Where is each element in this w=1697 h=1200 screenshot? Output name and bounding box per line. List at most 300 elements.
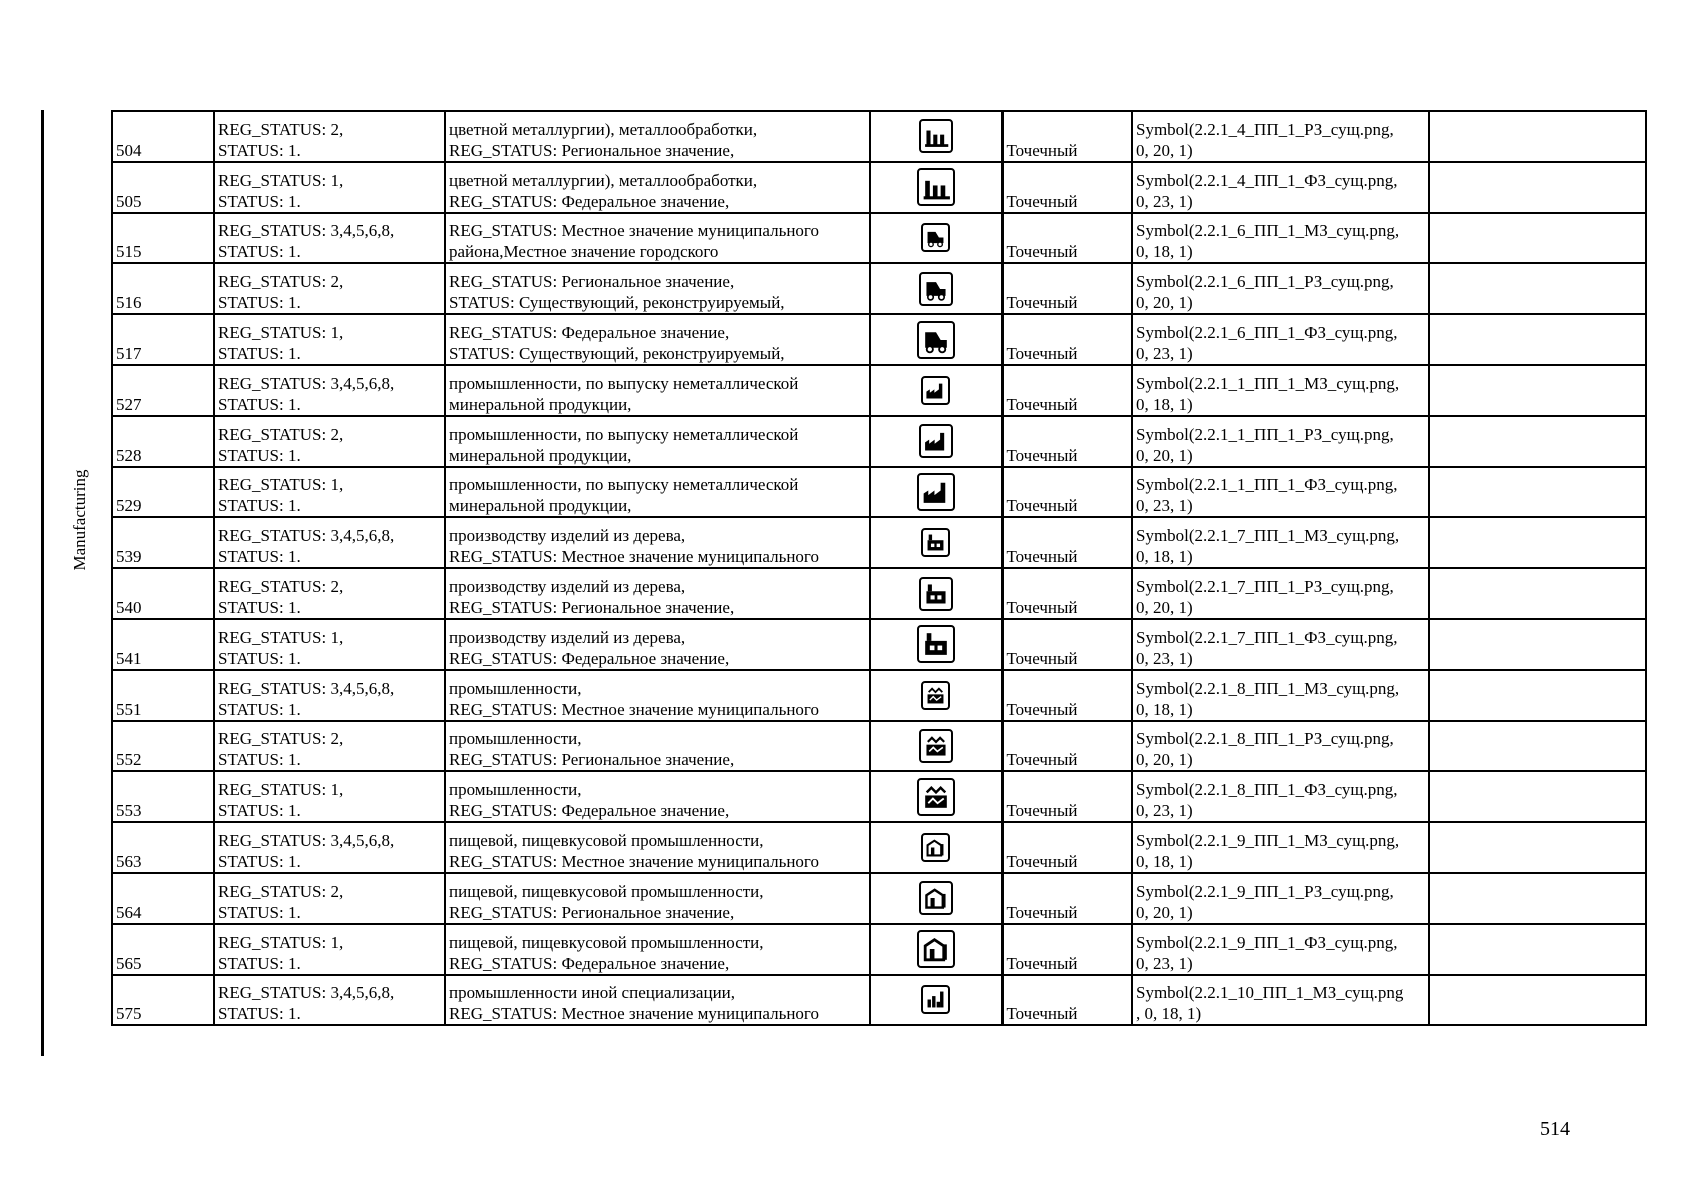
- geometry-type-cell-text: Точечный: [1006, 699, 1078, 719]
- geometry-type-cell: [1002, 619, 1132, 670]
- row-id-cell: [112, 365, 214, 416]
- status-cell: [214, 822, 445, 873]
- table-row: [112, 771, 1646, 822]
- mineral-factory-icon: [919, 424, 953, 458]
- geometry-type-cell: [1002, 314, 1132, 365]
- machinery-icon: [917, 321, 955, 359]
- symbol-expression-cell-line: Symbol(2.2.1_9_ПП_1_ФЗ_сущ.png,: [1136, 932, 1398, 952]
- mineral-factory-icon: [921, 376, 950, 405]
- description-cell: [445, 975, 870, 1026]
- description-cell-line: пищевой, пищевкусовой промышленности,: [449, 881, 764, 901]
- symbol-expression-cell-line: Symbol(2.2.1_6_ПП_1_ФЗ_сущ.png,: [1136, 322, 1398, 342]
- mineral-factory-icon: [917, 473, 955, 511]
- table-row: [112, 721, 1646, 772]
- status-cell-line: STATUS: 1.: [218, 597, 301, 617]
- row-id-cell: [112, 619, 214, 670]
- symbol-expression-cell-line: Symbol(2.2.1_4_ПП_1_ФЗ_сущ.png,: [1136, 170, 1398, 190]
- geometry-type-cell: [1002, 467, 1132, 518]
- geometry-type-cell: [1002, 365, 1132, 416]
- row-id-cell: [112, 263, 214, 314]
- status-cell-line: STATUS: 1.: [218, 699, 301, 719]
- status-cell-line: REG_STATUS: 1,: [218, 475, 344, 495]
- status-cell-line: REG_STATUS: 3,4,5,6,8,: [218, 373, 395, 393]
- status-cell-line: REG_STATUS: 2,: [218, 424, 344, 444]
- symbol-expression-cell-line: Symbol(2.2.1_7_ПП_1_РЗ_сущ.png,: [1136, 576, 1394, 596]
- geometry-type-cell: [1002, 975, 1132, 1026]
- symbol-expression-cell-line: 0, 18, 1): [1136, 851, 1193, 871]
- symbol-preview-cell: [870, 619, 1002, 670]
- geometry-type-cell-text: Точечный: [1006, 293, 1078, 313]
- note-cell: [1429, 924, 1646, 975]
- note-cell: [1429, 213, 1646, 264]
- table-row: [112, 162, 1646, 213]
- note-cell: [1429, 822, 1646, 873]
- status-cell-line: STATUS: 1.: [218, 1004, 301, 1024]
- description-cell-line: REG_STATUS: Местное значение муниципального: [449, 1004, 819, 1024]
- geometry-type-cell-text: Точечный: [1006, 242, 1078, 262]
- table-row: [112, 416, 1646, 467]
- symbol-expression-cell-line: Symbol(2.2.1_8_ПП_1_МЗ_сущ.png,: [1136, 678, 1400, 698]
- status-cell: [214, 416, 445, 467]
- status-cell-line: STATUS: 1.: [218, 293, 301, 313]
- symbol-preview-cell: [870, 975, 1002, 1026]
- description-cell-line: промышленности, по выпуску неметаллической: [449, 475, 799, 495]
- description-cell: [445, 111, 870, 162]
- description-cell: [445, 822, 870, 873]
- symbol-expression-cell-line: 0, 20, 1): [1136, 140, 1193, 160]
- description-cell: [445, 924, 870, 975]
- geometry-type-cell: [1002, 924, 1132, 975]
- description-cell-line: REG_STATUS: Местное значение муниципального: [449, 699, 819, 719]
- table-row: [112, 568, 1646, 619]
- description-cell: [445, 721, 870, 772]
- symbol-expression-cell: [1132, 721, 1429, 772]
- geometry-type-cell: [1002, 416, 1132, 467]
- status-cell-line: REG_STATUS: 2,: [218, 729, 344, 749]
- symbol-expression-cell-line: 0, 23, 1): [1136, 648, 1193, 668]
- symbol-expression-cell: [1132, 924, 1429, 975]
- status-cell-line: STATUS: 1.: [218, 801, 301, 821]
- description-cell-line: промышленности, по выпуску неметаллической: [449, 424, 799, 444]
- food-industry-icon: [919, 881, 953, 915]
- status-cell-line: REG_STATUS: 3,4,5,6,8,: [218, 983, 395, 1003]
- geometry-type-cell-text: Точечный: [1006, 140, 1078, 160]
- description-cell-line: STATUS: Существующий, реконструируемый,: [449, 293, 785, 313]
- description-cell: [445, 162, 870, 213]
- description-cell: [445, 873, 870, 924]
- status-cell: [214, 721, 445, 772]
- geometry-type-cell: [1002, 873, 1132, 924]
- description-cell-line: REG_STATUS: Местное значение муниципального: [449, 851, 819, 871]
- description-cell-line: производству изделий из дерева,: [449, 526, 686, 546]
- geometry-type-cell-text: Точечный: [1006, 496, 1078, 516]
- symbol-expression-cell: [1132, 822, 1429, 873]
- note-cell: [1429, 721, 1646, 772]
- status-cell: [214, 365, 445, 416]
- description-cell: [445, 619, 870, 670]
- metalworking-factory-icon: [919, 119, 953, 153]
- other-industry-icon: [921, 985, 950, 1014]
- symbol-expression-cell-line: 0, 20, 1): [1136, 750, 1193, 770]
- symbol-expression-cell-line: 0, 20, 1): [1136, 293, 1193, 313]
- row-id-cell-text: 551: [116, 699, 142, 719]
- status-cell-line: STATUS: 1.: [218, 648, 301, 668]
- status-cell-line: REG_STATUS: 1,: [218, 627, 344, 647]
- geometry-type-cell: [1002, 263, 1132, 314]
- description-cell-line: производству изделий из дерева,: [449, 576, 686, 596]
- status-cell-line: REG_STATUS: 2,: [218, 272, 344, 292]
- description-cell-line: цветной металлургии), металлообработки,: [449, 170, 758, 190]
- symbol-preview-cell: [870, 517, 1002, 568]
- symbol-preview-cell: [870, 263, 1002, 314]
- symbol-expression-cell-line: 0, 23, 1): [1136, 191, 1193, 211]
- status-cell-line: STATUS: 1.: [218, 547, 301, 567]
- symbol-expression-cell: [1132, 162, 1429, 213]
- margin-rule: [41, 110, 44, 1056]
- note-cell: [1429, 111, 1646, 162]
- row-id-cell-text: 563: [116, 851, 142, 871]
- symbol-expression-cell-line: Symbol(2.2.1_6_ПП_1_РЗ_сущ.png,: [1136, 272, 1394, 292]
- symbol-expression-cell-line: Symbol(2.2.1_1_ПП_1_МЗ_сущ.png,: [1136, 373, 1400, 393]
- description-cell: [445, 771, 870, 822]
- symbol-preview-cell: [870, 213, 1002, 264]
- symbol-expression-cell-line: Symbol(2.2.1_9_ПП_1_РЗ_сущ.png,: [1136, 881, 1394, 901]
- status-cell-line: REG_STATUS: 1,: [218, 322, 344, 342]
- symbol-expression-cell-line: Symbol(2.2.1_8_ПП_1_РЗ_сущ.png,: [1136, 729, 1394, 749]
- row-id-cell-text: 552: [116, 750, 142, 770]
- symbol-expression-cell: [1132, 873, 1429, 924]
- geometry-type-cell: [1002, 111, 1132, 162]
- description-cell-line: промышленности, по выпуску неметаллической: [449, 373, 799, 393]
- status-cell-line: STATUS: 1.: [218, 496, 301, 516]
- description-cell: [445, 568, 870, 619]
- geometry-type-cell-text: Точечный: [1006, 801, 1078, 821]
- symbol-preview-cell: [870, 111, 1002, 162]
- note-cell: [1429, 771, 1646, 822]
- geometry-type-cell-text: Точечный: [1006, 597, 1078, 617]
- status-cell: [214, 924, 445, 975]
- status-cell-line: STATUS: 1.: [218, 343, 301, 363]
- geometry-type-cell-text: Точечный: [1006, 547, 1078, 567]
- geometry-type-cell-text: Точечный: [1006, 343, 1078, 363]
- status-cell: [214, 517, 445, 568]
- symbol-expression-cell-line: Symbol(2.2.1_4_ПП_1_РЗ_сущ.png,: [1136, 119, 1394, 139]
- status-cell-line: REG_STATUS: 2,: [218, 881, 344, 901]
- section-label-text: Manufacturing: [70, 469, 89, 571]
- row-id-cell: [112, 162, 214, 213]
- symbol-expression-cell-line: Symbol(2.2.1_9_ПП_1_МЗ_сущ.png,: [1136, 830, 1400, 850]
- symbol-expression-cell: [1132, 619, 1429, 670]
- status-cell: [214, 873, 445, 924]
- symbol-expression-cell: [1132, 975, 1429, 1026]
- status-cell-line: REG_STATUS: 3,4,5,6,8,: [218, 221, 395, 241]
- description-cell-line: промышленности,: [449, 780, 582, 800]
- light-industry-icon: [919, 729, 953, 763]
- status-cell-line: STATUS: 1.: [218, 140, 301, 160]
- geometry-type-cell-text: Точечный: [1006, 191, 1078, 211]
- table-row: [112, 213, 1646, 264]
- status-cell: [214, 619, 445, 670]
- geometry-type-cell-text: Точечный: [1006, 953, 1078, 973]
- geometry-type-cell-text: Точечный: [1006, 394, 1078, 414]
- description-cell-line: REG_STATUS: Федеральное значение,: [449, 801, 730, 821]
- geometry-type-cell-text: Точечный: [1006, 750, 1078, 770]
- row-id-cell-text: 504: [116, 140, 142, 160]
- row-id-cell: [112, 314, 214, 365]
- symbol-preview-cell: [870, 568, 1002, 619]
- symbol-expression-cell: [1132, 568, 1429, 619]
- description-cell: [445, 213, 870, 264]
- status-cell-line: REG_STATUS: 1,: [218, 932, 344, 952]
- note-cell: [1429, 568, 1646, 619]
- note-cell: [1429, 162, 1646, 213]
- note-cell: [1429, 670, 1646, 721]
- status-cell: [214, 111, 445, 162]
- status-cell-line: REG_STATUS: 3,4,5,6,8,: [218, 830, 395, 850]
- metalworking-factory-icon: [917, 168, 955, 206]
- table-row: [112, 619, 1646, 670]
- symbol-expression-cell-line: Symbol(2.2.1_1_ПП_1_ФЗ_сущ.png,: [1136, 475, 1398, 495]
- note-cell: [1429, 263, 1646, 314]
- status-cell-line: STATUS: 1.: [218, 953, 301, 973]
- status-cell-line: REG_STATUS: 3,4,5,6,8,: [218, 526, 395, 546]
- light-industry-icon: [917, 778, 955, 816]
- row-id-cell: [112, 670, 214, 721]
- row-id-cell-text: 540: [116, 597, 142, 617]
- symbol-expression-cell-line: Symbol(2.2.1_6_ПП_1_МЗ_сущ.png,: [1136, 221, 1400, 241]
- symbol-expression-cell-line: Symbol(2.2.1_8_ПП_1_ФЗ_сущ.png,: [1136, 780, 1398, 800]
- table-row: [112, 314, 1646, 365]
- status-cell-line: REG_STATUS: 2,: [218, 576, 344, 596]
- symbol-expression-cell-line: Symbol(2.2.1_1_ПП_1_РЗ_сущ.png,: [1136, 424, 1394, 444]
- geometry-type-cell-text: Точечный: [1006, 648, 1078, 668]
- table-row: [112, 975, 1646, 1026]
- symbol-preview-cell: [870, 771, 1002, 822]
- symbol-expression-cell-line: 0, 18, 1): [1136, 394, 1193, 414]
- geometry-type-cell-text: Точечный: [1006, 1004, 1078, 1024]
- row-id-cell: [112, 873, 214, 924]
- description-cell-line: REG_STATUS: Региональное значение,: [449, 272, 735, 292]
- description-cell-line: промышленности,: [449, 729, 582, 749]
- symbol-expression-cell-line: 0, 23, 1): [1136, 343, 1193, 363]
- description-cell-line: REG_STATUS: Региональное значение,: [449, 140, 735, 160]
- row-id-cell-text: 505: [116, 191, 142, 211]
- wood-factory-icon: [921, 528, 950, 557]
- note-cell: [1429, 467, 1646, 518]
- symbol-expression-cell-line: 0, 20, 1): [1136, 902, 1193, 922]
- row-id-cell-text: 553: [116, 801, 142, 821]
- table-row: [112, 365, 1646, 416]
- row-id-cell: [112, 924, 214, 975]
- geometry-type-cell: [1002, 670, 1132, 721]
- symbol-preview-cell: [870, 416, 1002, 467]
- table-row: [112, 873, 1646, 924]
- status-cell: [214, 975, 445, 1026]
- description-cell-line: пищевой, пищевкусовой промышленности,: [449, 932, 764, 952]
- status-cell-line: STATUS: 1.: [218, 191, 301, 211]
- table-row: [112, 670, 1646, 721]
- status-cell: [214, 771, 445, 822]
- status-cell-line: STATUS: 1.: [218, 750, 301, 770]
- symbol-expression-cell-line: , 0, 18, 1): [1136, 1004, 1202, 1024]
- symbol-preview-cell: [870, 467, 1002, 518]
- table-row: [112, 517, 1646, 568]
- description-cell: [445, 517, 870, 568]
- description-cell-line: производству изделий из дерева,: [449, 627, 686, 647]
- geometry-type-cell: [1002, 771, 1132, 822]
- symbol-expression-cell: [1132, 467, 1429, 518]
- symbol-expression-cell: [1132, 670, 1429, 721]
- description-cell-line: REG_STATUS: Федеральное значение,: [449, 953, 730, 973]
- description-cell: [445, 263, 870, 314]
- description-cell-line: промышленности,: [449, 678, 582, 698]
- symbol-expression-cell-line: 0, 23, 1): [1136, 953, 1193, 973]
- food-industry-icon: [921, 833, 950, 862]
- table-row: [112, 467, 1646, 518]
- note-cell: [1429, 619, 1646, 670]
- status-cell: [214, 467, 445, 518]
- description-cell: [445, 416, 870, 467]
- row-id-cell: [112, 568, 214, 619]
- row-id-cell-text: 575: [116, 1004, 142, 1024]
- note-cell: [1429, 314, 1646, 365]
- note-cell: [1429, 975, 1646, 1026]
- description-cell-line: промышленности иной специализации,: [449, 983, 736, 1003]
- table-row: [112, 924, 1646, 975]
- symbol-expression-cell: [1132, 111, 1429, 162]
- status-cell-line: STATUS: 1.: [218, 851, 301, 871]
- note-cell: [1429, 517, 1646, 568]
- description-cell-line: района,Местное значение городского: [449, 242, 719, 262]
- note-cell: [1429, 416, 1646, 467]
- note-cell: [1429, 873, 1646, 924]
- geometry-type-cell: [1002, 517, 1132, 568]
- symbol-expression-cell: [1132, 416, 1429, 467]
- symbol-expression-cell-line: 0, 20, 1): [1136, 597, 1193, 617]
- symbol-expression-cell: [1132, 213, 1429, 264]
- symbol-preview-cell: [870, 721, 1002, 772]
- description-cell: [445, 365, 870, 416]
- symbol-expression-cell: [1132, 517, 1429, 568]
- geometry-type-cell: [1002, 721, 1132, 772]
- row-id-cell-text: 528: [116, 445, 142, 465]
- row-id-cell: [112, 721, 214, 772]
- symbol-table: [111, 110, 1647, 1026]
- description-cell: [445, 670, 870, 721]
- wood-factory-icon: [919, 577, 953, 611]
- row-id-cell-text: 515: [116, 242, 142, 262]
- row-id-cell: [112, 517, 214, 568]
- symbol-expression-cell: [1132, 263, 1429, 314]
- status-cell: [214, 568, 445, 619]
- status-cell: [214, 162, 445, 213]
- status-cell: [214, 213, 445, 264]
- symbol-expression-cell-line: 0, 18, 1): [1136, 547, 1193, 567]
- description-cell: [445, 314, 870, 365]
- row-id-cell-text: 565: [116, 953, 142, 973]
- section-label: [62, 450, 98, 590]
- page-number: 514: [1540, 1118, 1570, 1140]
- row-id-cell-text: 539: [116, 547, 142, 567]
- light-industry-icon: [921, 681, 950, 710]
- description-cell-line: REG_STATUS: Региональное значение,: [449, 750, 735, 770]
- status-cell: [214, 263, 445, 314]
- symbol-expression-cell-line: Symbol(2.2.1_10_ПП_1_МЗ_сущ.png: [1136, 983, 1404, 1003]
- row-id-cell-text: 529: [116, 496, 142, 516]
- status-cell: [214, 314, 445, 365]
- description-cell-line: REG_STATUS: Региональное значение,: [449, 902, 735, 922]
- row-id-cell: [112, 111, 214, 162]
- symbol-expression-cell-line: 0, 18, 1): [1136, 699, 1193, 719]
- symbol-expression-cell-line: Symbol(2.2.1_7_ПП_1_ФЗ_сущ.png,: [1136, 627, 1398, 647]
- table-row: [112, 263, 1646, 314]
- table-row: [112, 111, 1646, 162]
- description-cell-line: REG_STATUS: Федеральное значение,: [449, 191, 730, 211]
- status-cell-line: REG_STATUS: 2,: [218, 119, 344, 139]
- description-cell-line: REG_STATUS: Местное значение муниципального: [449, 221, 819, 241]
- symbol-expression-cell: [1132, 365, 1429, 416]
- symbol-preview-cell: [870, 365, 1002, 416]
- description-cell-line: минеральной продукции,: [449, 445, 632, 465]
- symbol-preview-cell: [870, 314, 1002, 365]
- description-cell-line: STATUS: Существующий, реконструируемый,: [449, 343, 785, 363]
- row-id-cell: [112, 771, 214, 822]
- food-industry-icon: [917, 930, 955, 968]
- description-cell-line: минеральной продукции,: [449, 394, 632, 414]
- row-id-cell-text: 517: [116, 343, 142, 363]
- row-id-cell-text: 564: [116, 902, 142, 922]
- row-id-cell-text: 541: [116, 648, 142, 668]
- row-id-cell: [112, 213, 214, 264]
- note-cell: [1429, 365, 1646, 416]
- symbol-preview-cell: [870, 822, 1002, 873]
- symbol-expression-cell-line: Symbol(2.2.1_7_ПП_1_МЗ_сущ.png,: [1136, 526, 1400, 546]
- status-cell-line: REG_STATUS: 1,: [218, 170, 344, 190]
- symbol-expression-cell: [1132, 314, 1429, 365]
- row-id-cell: [112, 467, 214, 518]
- geometry-type-cell: [1002, 568, 1132, 619]
- geometry-type-cell: [1002, 162, 1132, 213]
- status-cell-line: STATUS: 1.: [218, 445, 301, 465]
- row-id-cell: [112, 975, 214, 1026]
- symbol-expression-cell: [1132, 771, 1429, 822]
- status-cell-line: STATUS: 1.: [218, 902, 301, 922]
- table-row: [112, 822, 1646, 873]
- description-cell-line: REG_STATUS: Федеральное значение,: [449, 648, 730, 668]
- description-cell-line: цветной металлургии), металлообработки,: [449, 119, 758, 139]
- geometry-type-cell-text: Точечный: [1006, 902, 1078, 922]
- description-cell-line: REG_STATUS: Местное значение муниципального: [449, 547, 819, 567]
- symbol-expression-cell-line: 0, 23, 1): [1136, 496, 1193, 516]
- geometry-type-cell-text: Точечный: [1006, 851, 1078, 871]
- description-cell-line: минеральной продукции,: [449, 496, 632, 516]
- row-id-cell: [112, 822, 214, 873]
- description-cell-line: пищевой, пищевкусовой промышленности,: [449, 830, 764, 850]
- symbol-expression-cell-line: 0, 23, 1): [1136, 801, 1193, 821]
- status-cell: [214, 670, 445, 721]
- machinery-icon: [921, 223, 950, 252]
- description-cell-line: REG_STATUS: Региональное значение,: [449, 597, 735, 617]
- status-cell-line: STATUS: 1.: [218, 394, 301, 414]
- table-body: [112, 111, 1646, 1025]
- symbol-preview-cell: [870, 873, 1002, 924]
- status-cell-line: REG_STATUS: 3,4,5,6,8,: [218, 678, 395, 698]
- symbol-preview-cell: [870, 162, 1002, 213]
- status-cell-line: REG_STATUS: 1,: [218, 780, 344, 800]
- geometry-type-cell-text: Точечный: [1006, 445, 1078, 465]
- geometry-type-cell: [1002, 822, 1132, 873]
- wood-factory-icon: [917, 625, 955, 663]
